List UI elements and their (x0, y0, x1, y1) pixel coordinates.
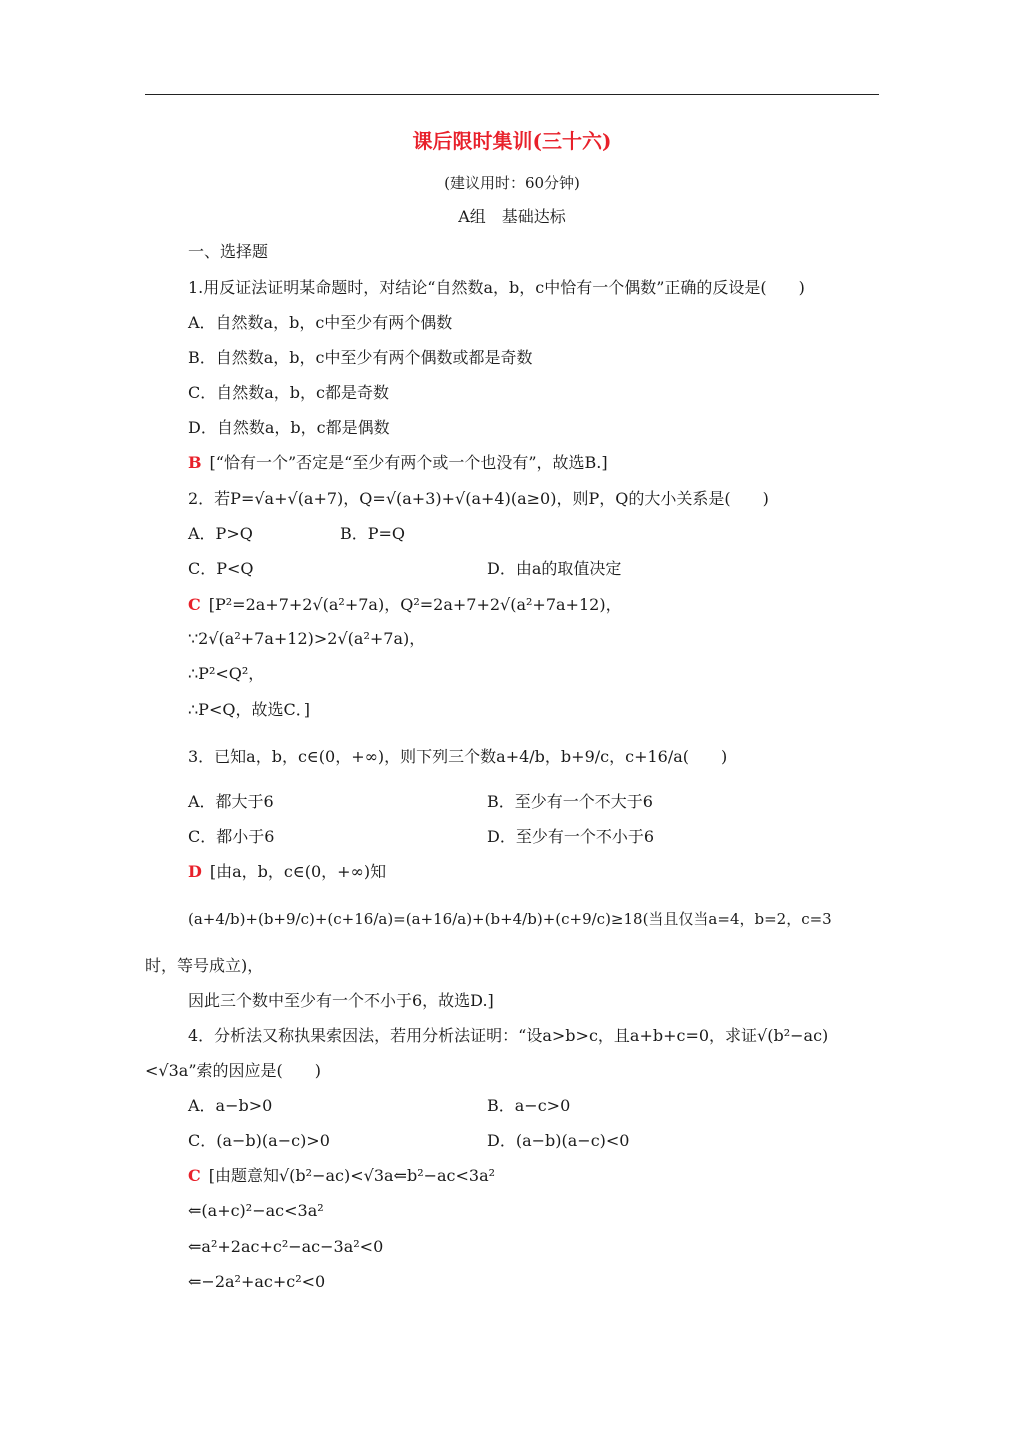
section-heading: 一、选择题 (188, 242, 269, 261)
q2-option-d: D．由a的取值决定 (487, 559, 622, 578)
q3-explanation-3: 时，等号成立)， (145, 956, 264, 975)
q2-explanation-1: [P²=2a+7+2√(a²+7a)，Q²=2a+7+2√(a²+7a+12)， (208, 595, 622, 614)
q4-option-c: C．(a−b)(a−c)>0 (188, 1131, 330, 1150)
q1-option-c: C．自然数a，b，c都是奇数 (188, 383, 389, 402)
q4-option-a: A．a−b>0 (188, 1096, 273, 1115)
page-title: 课后限时集训(三十六) (412, 129, 612, 153)
q2-explanation-2: ∵2√(a²+7a+12)>2√(a²+7a)， (188, 629, 426, 648)
q2-option-a: A．P>Q (188, 524, 253, 543)
q1-option-d: D．自然数a，b，c都是偶数 (188, 418, 390, 437)
q3-explanation-2: (a+4/b)+(b+9/c)+(c+16/a)=(a+16/a)+(b+4/b)+(c+9/c)≥18(当且仅当a=4，b=2，c=3 (188, 910, 832, 928)
q2-option-b: B．P=Q (340, 524, 406, 543)
q2-answer: C (188, 595, 201, 614)
q1-option-a: A．自然数a，b，c中至少有两个偶数 (188, 313, 453, 332)
time-hint: (建议用时：60分钟) (444, 174, 580, 192)
q2-solution (188, 594, 622, 616)
q3-stem: 3．已知a，b，c∈(0，+∞)，则下列三个数a+4/b，b+9/c，c+16/a( ) (188, 747, 728, 766)
q3-option-b: B．至少有一个不大于6 (487, 792, 653, 811)
q2-explanation-3: ∴P²<Q²， (188, 664, 265, 683)
q1-stem: 1.用反证法证明某命题时，对结论“自然数a，b，c中恰有一个偶数”正确的反设是( ) (188, 278, 805, 297)
q4-answer: C (188, 1166, 201, 1185)
q4-explanation-1: [由题意知√(b²−ac)<√3a⇐b²−ac<3a² (208, 1166, 496, 1185)
q3-option-c: C．都小于6 (188, 827, 275, 846)
q4-solution (188, 1165, 495, 1187)
q1-solution (188, 452, 608, 474)
group-heading: A组 基础达标 (458, 207, 566, 226)
q3-option-d: D．至少有一个不小于6 (487, 827, 655, 846)
q3-explanation-1: [由a，b，c∈(0，+∞)知 (209, 862, 387, 881)
q4-option-d: D．(a−b)(a−c)<0 (487, 1131, 630, 1150)
q1-explanation: [“恰有一个”否定是“至少有两个或一个也没有”，故选B.] (209, 453, 608, 472)
q1-option-b: B．自然数a，b，c中至少有两个偶数或都是奇数 (188, 348, 533, 367)
q4-stem-2: <√3a”索的因应是( ) (145, 1061, 321, 1080)
q3-option-a: A．都大于6 (188, 792, 274, 811)
q3-answer: D (188, 862, 202, 881)
q2-explanation-4: ∴P<Q，故选C．] (188, 700, 310, 719)
q4-stem-1: 4．分析法又称执果索因法，若用分析法证明：“设a>b>c，且a+b+c=0，求证√(b²−ac) (188, 1026, 829, 1045)
q1-answer: B (188, 453, 202, 472)
q4-explanation-3: ⇐a²+2ac+c²−ac−3a²<0 (188, 1237, 384, 1256)
q4-explanation-2: ⇐(a+c)²−ac<3a² (188, 1201, 324, 1220)
q4-option-b: B．a−c>0 (487, 1096, 571, 1115)
q3-explanation-4: 因此三个数中至少有一个不小于6，故选D.] (188, 991, 494, 1010)
q2-option-c: C．P<Q (188, 559, 254, 578)
header-rule (145, 94, 879, 95)
q4-explanation-4: ⇐−2a²+ac+c²<0 (188, 1272, 326, 1291)
q3-solution (188, 861, 386, 883)
q2-stem: 2．若P=√a+√(a+7)，Q=√(a+3)+√(a+4)(a≥0)，则P，Q的大小关系是( ) (188, 489, 769, 508)
